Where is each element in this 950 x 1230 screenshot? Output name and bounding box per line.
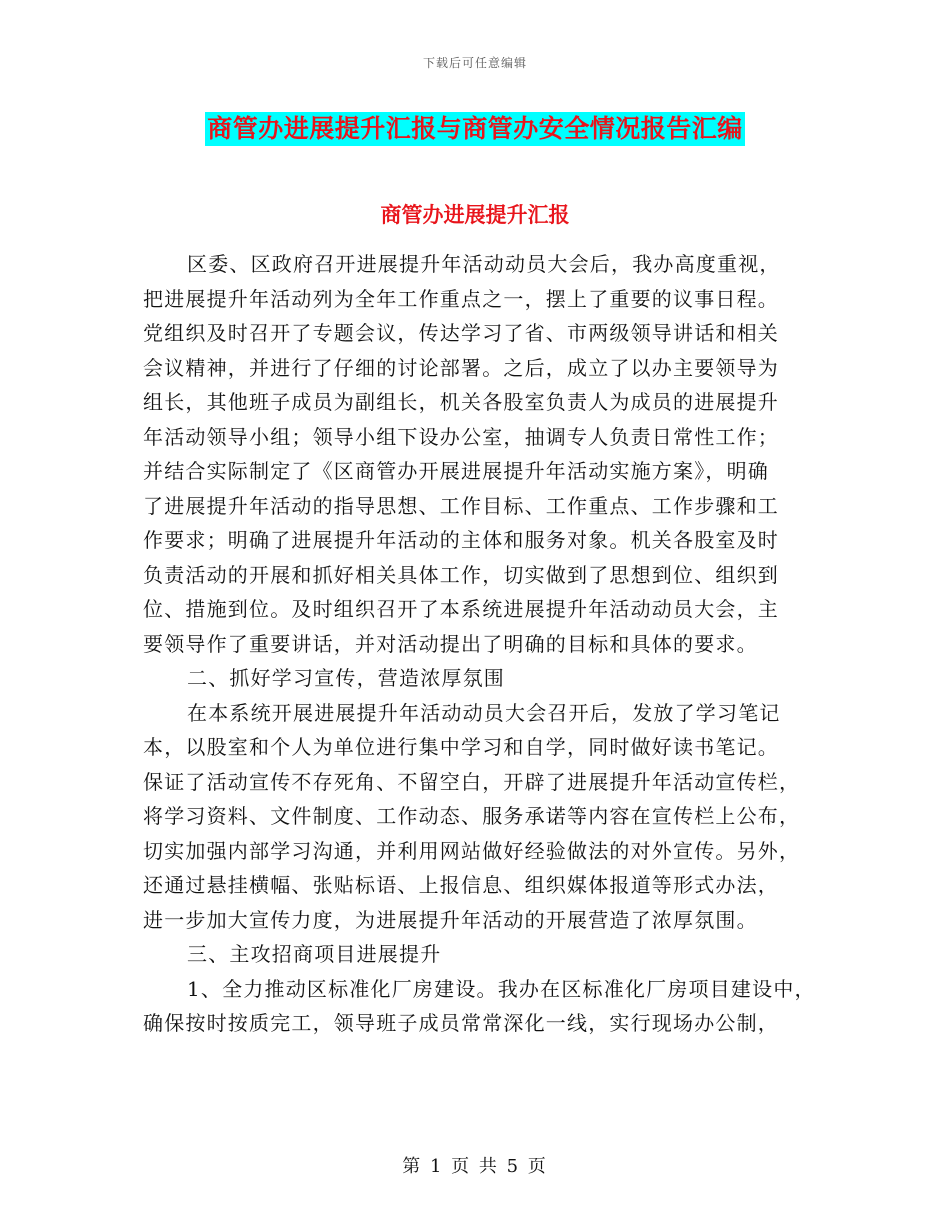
text-line: 在本系统开展进展提升年活动动员大会召开后，发放了学习笔记 bbox=[187, 700, 781, 725]
text-line: 作要求；明确了进展提升年活动的主体和服务对象。机关各股室及时 bbox=[143, 528, 779, 552]
text-line: 位、措施到位。及时组织召开了本系统进展提升年活动动员大会，主 bbox=[143, 597, 779, 621]
page-footer: 第 1 页 共 5 页 bbox=[402, 1156, 548, 1177]
section-title: 商管办进展提升汇报 bbox=[380, 203, 570, 227]
text-line: 本，以股室和个人为单位进行集中学习和自学，同时做好读书笔记。 bbox=[143, 735, 779, 759]
text-line: 了进展提升年活动的指导思想、工作目标、工作重点、工作步骤和工 bbox=[143, 493, 779, 518]
main-title-wrap bbox=[0, 112, 950, 146]
main-title: 商管办进展提升汇报与商管办安全情况报告汇编 bbox=[205, 112, 745, 146]
text-line: 区委、区政府召开进展提升年活动动员大会后，我办高度重视， bbox=[187, 252, 781, 276]
text-line: 切实加强内部学习沟通，并利用网站做好经验做法的对外宣传。另外， bbox=[143, 838, 801, 863]
text-line: 还通过悬挂横幅、张贴标语、上报信息、组织媒体报道等形式办法， bbox=[143, 873, 779, 897]
text-line: 要领导作了重要讲话，并对活动提出了明确的目标和具体的要求。 bbox=[143, 631, 758, 656]
text-line: 将学习资料、文件制度、工作动态、服务承诺等内容在宣传栏上公布， bbox=[143, 804, 801, 828]
text-line: 并结合实际制定了《区商管办开展进展提升年活动实施方案》，明确 bbox=[143, 459, 769, 483]
text-line: 党组织及时召开了专题会议，传达学习了省、市两级领导讲话和相关 bbox=[143, 321, 779, 345]
text-line: 三、主攻招商项目进展提升 bbox=[187, 942, 442, 966]
text-line: 负责活动的开展和抓好相关具体工作，切实做到了思想到位、组织到 bbox=[143, 562, 779, 587]
text-line: 把进展提升年活动列为全年工作重点之一，摆上了重要的议事日程。 bbox=[143, 286, 779, 311]
header-note: 下载后可任意编辑 bbox=[422, 56, 527, 70]
text-line: 年活动领导小组；领导小组下设办公室，抽调专人负责日常性工作； bbox=[143, 424, 779, 449]
text-line: 进一步加大宣传力度，为进展提升年活动的开展营造了浓厚氛围。 bbox=[143, 907, 758, 932]
text-line: 1、全力推动区标准化厂房建设。我办在区标准化厂房项目建设中， bbox=[187, 976, 816, 1001]
text-line: 保证了活动宣传不存死角、不留空白，开辟了进展提升年活动宣传栏， bbox=[143, 769, 801, 794]
text-line: 二、抓好学习宣传，营造浓厚氛围 bbox=[187, 666, 505, 690]
body-text bbox=[143, 247, 823, 1041]
text-line: 确保按时按质完工，领导班子成员常常深化一线，实行现场办公制， bbox=[143, 1011, 779, 1035]
text-line: 会议精神，并进行了仔细的讨论部署。之后，成立了以办主要领导为 bbox=[143, 355, 779, 380]
text-line: 组长，其他班子成员为副组长，机关各股室负责人为成员的进展提升 bbox=[143, 390, 779, 414]
